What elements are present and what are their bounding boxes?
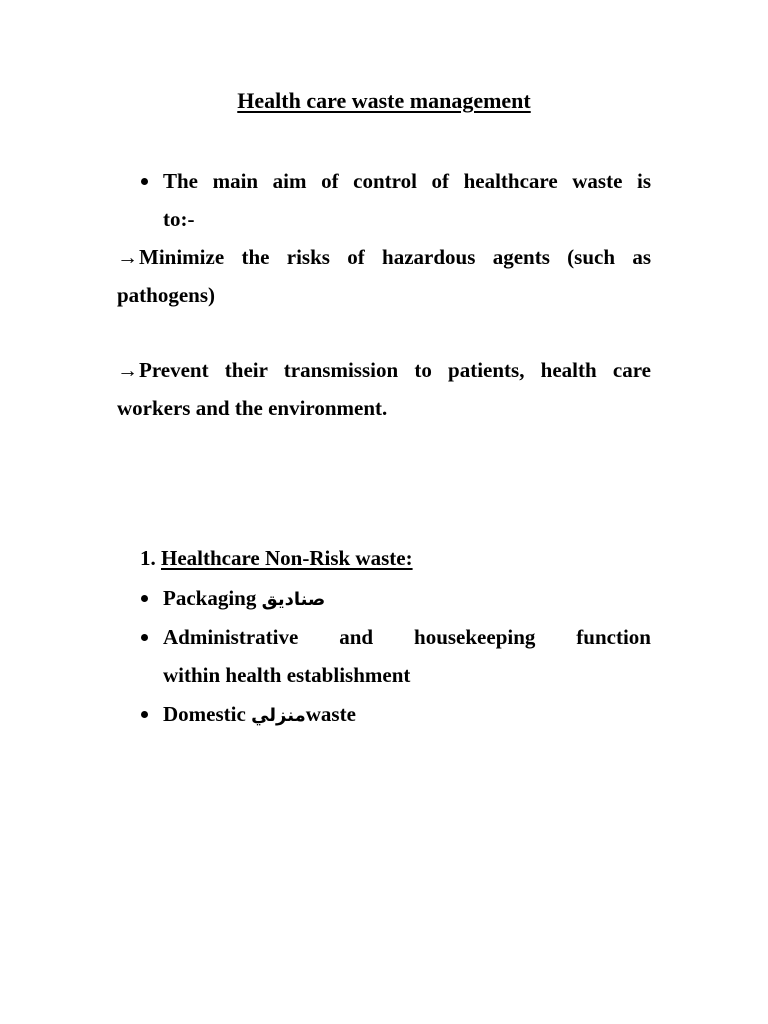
list-item-text: Packaging xyxy=(163,586,257,610)
arrow-point-text: Prevent their transmission to patients, health care xyxy=(139,358,651,382)
arrow-point-first-text xyxy=(117,351,651,389)
arrow-point-first-text xyxy=(117,238,651,276)
list-item-line xyxy=(163,695,651,733)
arrow-point-2 xyxy=(117,351,651,427)
list-item-line: within health establishment xyxy=(163,663,411,687)
page-title-text: Health care waste management xyxy=(237,88,531,113)
bullet-icon xyxy=(141,178,148,185)
list-item xyxy=(163,618,651,694)
arrow-point-1 xyxy=(117,238,651,314)
bullet-icon xyxy=(141,634,148,641)
list-item xyxy=(163,695,651,733)
section-heading xyxy=(140,539,640,577)
list-item xyxy=(163,579,651,617)
section-heading-line xyxy=(140,539,640,577)
intro-bullet-line: to:- xyxy=(163,207,195,231)
arrow-point-line xyxy=(117,351,651,389)
arrow-point-line: workers and the environment. xyxy=(117,396,388,420)
list-item-arabic: صناديق xyxy=(261,589,326,610)
right-arrow-icon: → xyxy=(117,358,138,382)
list-item-arabic: منزلي xyxy=(251,705,306,726)
list-item-line: Administrative and housekeeping function xyxy=(163,625,651,649)
right-arrow-icon: → xyxy=(117,245,138,269)
bullet-icon xyxy=(141,595,148,602)
list-item-text-after: waste xyxy=(305,702,356,726)
arrow-point-line xyxy=(117,238,651,276)
intro-bullet-line: The main aim of control of healthcare waste is xyxy=(163,169,651,193)
page-title xyxy=(0,86,768,116)
list-item-text: Domestic xyxy=(163,702,246,726)
arrow-point-line: pathogens) xyxy=(117,283,216,307)
bullet-icon xyxy=(141,711,148,718)
section-heading-text: Healthcare Non-Risk waste: xyxy=(161,546,413,570)
section-number: 1. xyxy=(140,546,156,570)
arrow-point-text: Minimize the risks of hazardous agents (such as xyxy=(139,245,651,269)
list-item-line xyxy=(163,579,651,617)
intro-bullet-text xyxy=(163,162,651,238)
